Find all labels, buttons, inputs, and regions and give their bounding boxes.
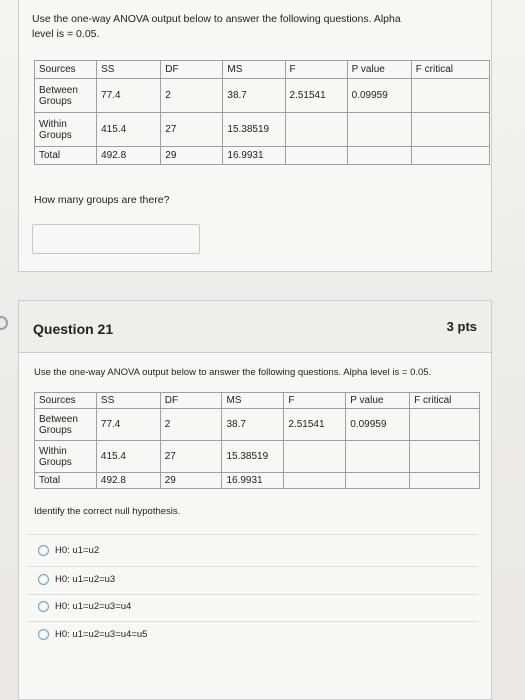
header-df: DF [161, 61, 223, 79]
divider [28, 534, 478, 535]
cell: 492.8 [96, 473, 160, 489]
cell [284, 473, 346, 489]
cell: 492.8 [97, 147, 161, 165]
header-ms: MS [223, 61, 285, 79]
question-21-card [18, 300, 492, 700]
cell: 415.4 [96, 441, 160, 473]
cell: Between Groups [35, 409, 97, 441]
option-label: H0: u1=u2 [55, 545, 100, 556]
question-title: Question 21 [33, 321, 114, 337]
cell: 77.4 [97, 79, 161, 113]
option-label: H0: u1=u2=u3 [55, 574, 116, 585]
table-header-row [35, 61, 490, 79]
header-ms: MS [222, 393, 284, 409]
radio-button[interactable] [38, 574, 49, 585]
cell: 29 [161, 147, 223, 165]
cell [411, 147, 489, 165]
header-df: DF [160, 393, 222, 409]
answer-option[interactable] [38, 601, 131, 612]
cell [347, 113, 411, 147]
question-text: Identify the correct null hypothesis. [34, 506, 181, 517]
cell: Between Groups [35, 79, 97, 113]
header-sources: Sources [35, 393, 97, 409]
cell: 2.51541 [284, 409, 346, 441]
cell: 38.7 [223, 79, 285, 113]
cell: 38.7 [222, 409, 284, 441]
header-p-value: P value [346, 393, 410, 409]
question-text: How many groups are there? [34, 194, 170, 206]
cell [410, 441, 480, 473]
table-row [35, 441, 480, 473]
cell [285, 113, 347, 147]
table-row [35, 409, 480, 441]
cell: 0.09959 [347, 79, 411, 113]
option-label: H0: u1=u2=u3=u4=u5 [55, 629, 148, 640]
answer-option[interactable] [38, 629, 147, 640]
header-f-critical: F critical [410, 393, 480, 409]
question-prompt: Use the one-way ANOVA output below to answer the following questions. Alpha level is = 0.05. [34, 367, 432, 378]
cell: 77.4 [96, 409, 160, 441]
header-ss: SS [97, 61, 161, 79]
header-f-critical: F critical [411, 61, 489, 79]
cell: 27 [161, 113, 223, 147]
radio-button[interactable] [38, 629, 49, 640]
cell: Within Groups [35, 113, 97, 147]
cell: Total [35, 473, 97, 489]
cell: 27 [160, 441, 222, 473]
cell: 2 [160, 409, 222, 441]
cell: 2 [161, 79, 223, 113]
question-prompt [32, 12, 472, 42]
header-p-value: P value [347, 61, 411, 79]
radio-button[interactable] [38, 601, 49, 612]
answer-input[interactable] [32, 224, 200, 254]
answer-option[interactable] [38, 574, 115, 585]
header-sources: Sources [35, 61, 97, 79]
cell [284, 441, 346, 473]
cell [347, 147, 411, 165]
answer-option[interactable] [38, 545, 99, 556]
cell: 16.9931 [222, 473, 284, 489]
header-f: F [285, 61, 347, 79]
cell [346, 473, 410, 489]
header-f: F [284, 393, 346, 409]
divider [28, 566, 478, 567]
option-label: H0: u1=u2=u3=u4 [55, 601, 132, 612]
divider [28, 621, 478, 622]
table-header-row [35, 393, 480, 409]
question-marker-icon [0, 316, 8, 330]
question-header [19, 301, 491, 353]
cell [410, 409, 480, 441]
question-points: 3 pts [446, 319, 477, 334]
cell: 2.51541 [285, 79, 347, 113]
cell [411, 113, 489, 147]
cell [410, 473, 480, 489]
cell: 15.38519 [222, 441, 284, 473]
cell: Total [35, 147, 97, 165]
divider [28, 594, 478, 595]
table-row [35, 473, 480, 489]
table-row [35, 113, 490, 147]
cell [285, 147, 347, 165]
cell: Within Groups [35, 441, 97, 473]
cell [346, 441, 410, 473]
header-ss: SS [96, 393, 160, 409]
radio-button[interactable] [38, 545, 49, 556]
table-row [35, 79, 490, 113]
anova-table [34, 60, 490, 165]
cell: 16.9931 [223, 147, 285, 165]
prompt-line-2: level is = 0.05. [32, 28, 100, 41]
table-row [35, 147, 490, 165]
cell: 29 [160, 473, 222, 489]
cell [411, 79, 489, 113]
anova-table [34, 392, 480, 489]
cell: 0.09959 [346, 409, 410, 441]
prompt-line-1: Use the one-way ANOVA output below to answer the following questions. Alpha [32, 13, 401, 25]
cell: 415.4 [97, 113, 161, 147]
cell: 15.38519 [223, 113, 285, 147]
